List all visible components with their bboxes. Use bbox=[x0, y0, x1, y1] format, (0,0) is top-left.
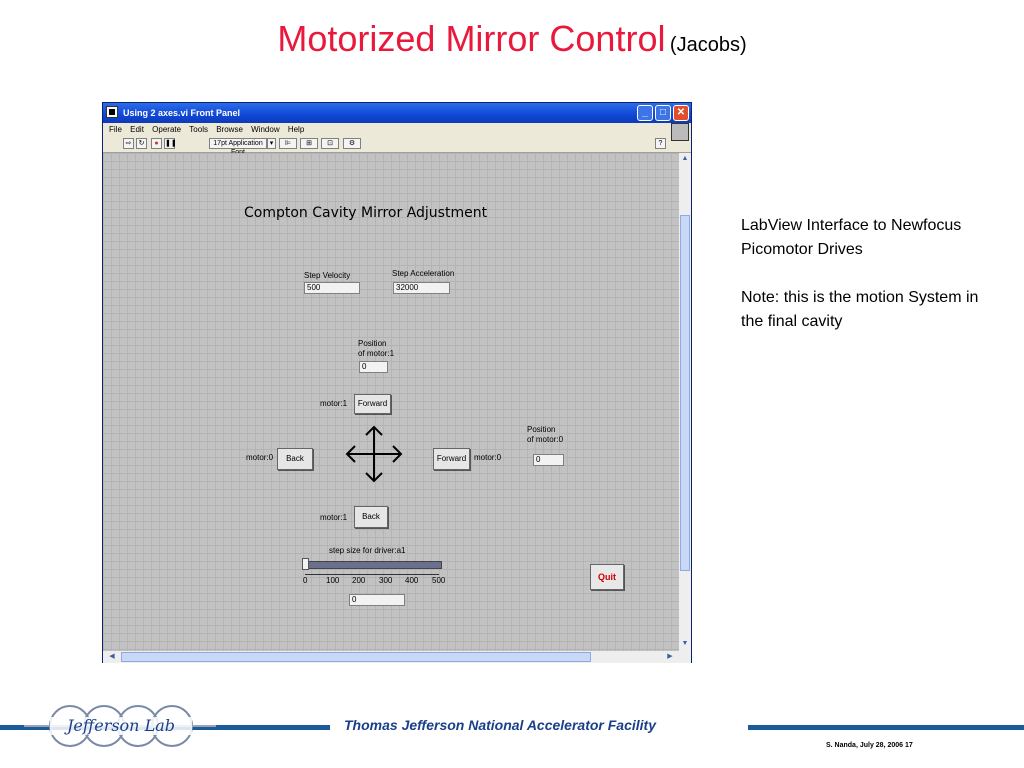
vertical-scrollbar[interactable] bbox=[679, 153, 691, 651]
reorder-icon[interactable]: ⚙ bbox=[343, 138, 361, 149]
footer-organization: Thomas Jefferson National Accelerator Facility bbox=[344, 717, 656, 733]
window-title: Using 2 axes.vi Front Panel bbox=[123, 108, 241, 118]
jefferson-lab-logo bbox=[22, 703, 218, 749]
run-continuously-icon[interactable]: ↻ bbox=[136, 138, 147, 149]
logo-text: Jefferson Lab bbox=[67, 716, 175, 735]
scroll-right-icon[interactable]: ▶ bbox=[667, 653, 673, 660]
motor1-back-button[interactable]: Back bbox=[354, 506, 388, 528]
vi-icon bbox=[106, 106, 118, 118]
step-velocity-label: Step Velocity bbox=[304, 271, 351, 280]
menu-edit[interactable]: Edit bbox=[130, 125, 144, 134]
notes-paragraph: LabView Interface to Newfocus Picomotor Drives bbox=[741, 217, 962, 258]
step-size-input[interactable]: 0 bbox=[349, 594, 405, 606]
front-panel bbox=[103, 153, 679, 651]
step-size-tick: 100 bbox=[326, 576, 340, 585]
motor1-back-label: motor:1 bbox=[320, 513, 348, 522]
menu-window[interactable]: Window bbox=[251, 125, 280, 134]
horizontal-scroll-thumb[interactable] bbox=[121, 652, 591, 662]
motor0-back-button[interactable]: Back bbox=[277, 448, 313, 470]
slide-title-main: Motorized Mirror Control bbox=[277, 18, 666, 59]
slide-title bbox=[0, 18, 1024, 60]
motor0-position-label-line1: Position bbox=[527, 425, 556, 434]
menu-file[interactable]: File bbox=[109, 125, 122, 134]
resize-objects-icon[interactable]: ⊡ bbox=[321, 138, 339, 149]
menu-help[interactable]: Help bbox=[287, 125, 305, 134]
toolbar bbox=[103, 136, 691, 153]
menu-browse[interactable]: Browse bbox=[216, 125, 243, 134]
step-size-tick: 200 bbox=[352, 576, 366, 585]
step-acceleration-input[interactable]: 32000 bbox=[393, 282, 450, 294]
window-titlebar[interactable] bbox=[103, 103, 691, 123]
motor1-forward-label: motor:1 bbox=[320, 399, 348, 408]
abort-icon[interactable]: ● bbox=[151, 138, 162, 149]
distribute-objects-icon[interactable]: ⊞ bbox=[300, 138, 318, 149]
direction-cross-icon bbox=[339, 419, 409, 489]
motor1-forward-button[interactable]: Forward bbox=[354, 394, 391, 414]
scroll-left-icon[interactable]: ◀ bbox=[109, 653, 115, 660]
step-size-tick: 500 bbox=[432, 576, 446, 585]
maximize-button[interactable]: □ bbox=[655, 105, 671, 121]
notes-paragraph: Note: this is the motion System in the final cavity bbox=[741, 289, 979, 330]
motor1-position-indicator: 0 bbox=[359, 361, 388, 373]
step-acceleration-label: Step Acceleration bbox=[392, 269, 455, 278]
menu-operate[interactable]: Operate bbox=[152, 125, 182, 134]
minimize-button[interactable]: _ bbox=[637, 105, 653, 121]
motor1-position-label-line2: of motor:1 bbox=[358, 349, 395, 358]
help-icon[interactable]: ? bbox=[655, 138, 666, 149]
vi-connector-icon bbox=[671, 123, 689, 141]
step-size-slider-handle[interactable] bbox=[302, 558, 309, 570]
slide-title-suffix: (Jacobs) bbox=[669, 34, 747, 56]
motor0-position-label-line2: of motor:0 bbox=[527, 435, 564, 444]
align-objects-icon[interactable]: ⊫ bbox=[279, 138, 297, 149]
menu-tools[interactable]: Tools bbox=[189, 125, 208, 134]
step-size-label: step size for driver:a1 bbox=[329, 546, 406, 555]
close-button[interactable]: ✕ bbox=[673, 105, 689, 121]
step-size-slider-scale bbox=[305, 570, 439, 575]
font-select[interactable]: 17pt Application bbox=[209, 138, 267, 149]
motor0-forward-button[interactable]: Forward bbox=[433, 448, 470, 470]
menubar bbox=[103, 123, 691, 136]
footer-note: S. Nanda, July 28, 2006 17 bbox=[826, 742, 913, 749]
step-size-tick: 300 bbox=[379, 576, 393, 585]
step-size-slider-track[interactable] bbox=[302, 561, 442, 569]
scroll-down-icon[interactable]: ▼ bbox=[681, 640, 689, 647]
motor0-position-indicator: 0 bbox=[533, 454, 564, 466]
quit-button[interactable]: Quit bbox=[590, 564, 624, 590]
motor1-position-label-line1: Position bbox=[358, 339, 387, 348]
labview-window bbox=[102, 102, 692, 663]
step-velocity-input[interactable]: 500 bbox=[304, 282, 360, 294]
run-arrow-icon[interactable]: ⇨ bbox=[123, 138, 134, 149]
horizontal-scrollbar[interactable] bbox=[103, 651, 691, 663]
motor0-back-label: motor:0 bbox=[246, 453, 274, 462]
step-size-tick: 400 bbox=[405, 576, 419, 585]
slide-notes bbox=[741, 214, 1001, 358]
pause-icon[interactable]: ❚❚ bbox=[165, 140, 177, 147]
footer-rule-right bbox=[748, 725, 1024, 730]
panel-title: Compton Cavity Mirror Adjustment bbox=[244, 205, 488, 221]
font-dropdown-icon[interactable]: ▾ bbox=[267, 138, 276, 149]
motor0-forward-label: motor:0 bbox=[474, 453, 502, 462]
scroll-up-icon[interactable]: ▲ bbox=[681, 155, 689, 162]
vertical-scroll-thumb[interactable] bbox=[680, 215, 690, 571]
step-size-tick: 0 bbox=[303, 576, 308, 585]
